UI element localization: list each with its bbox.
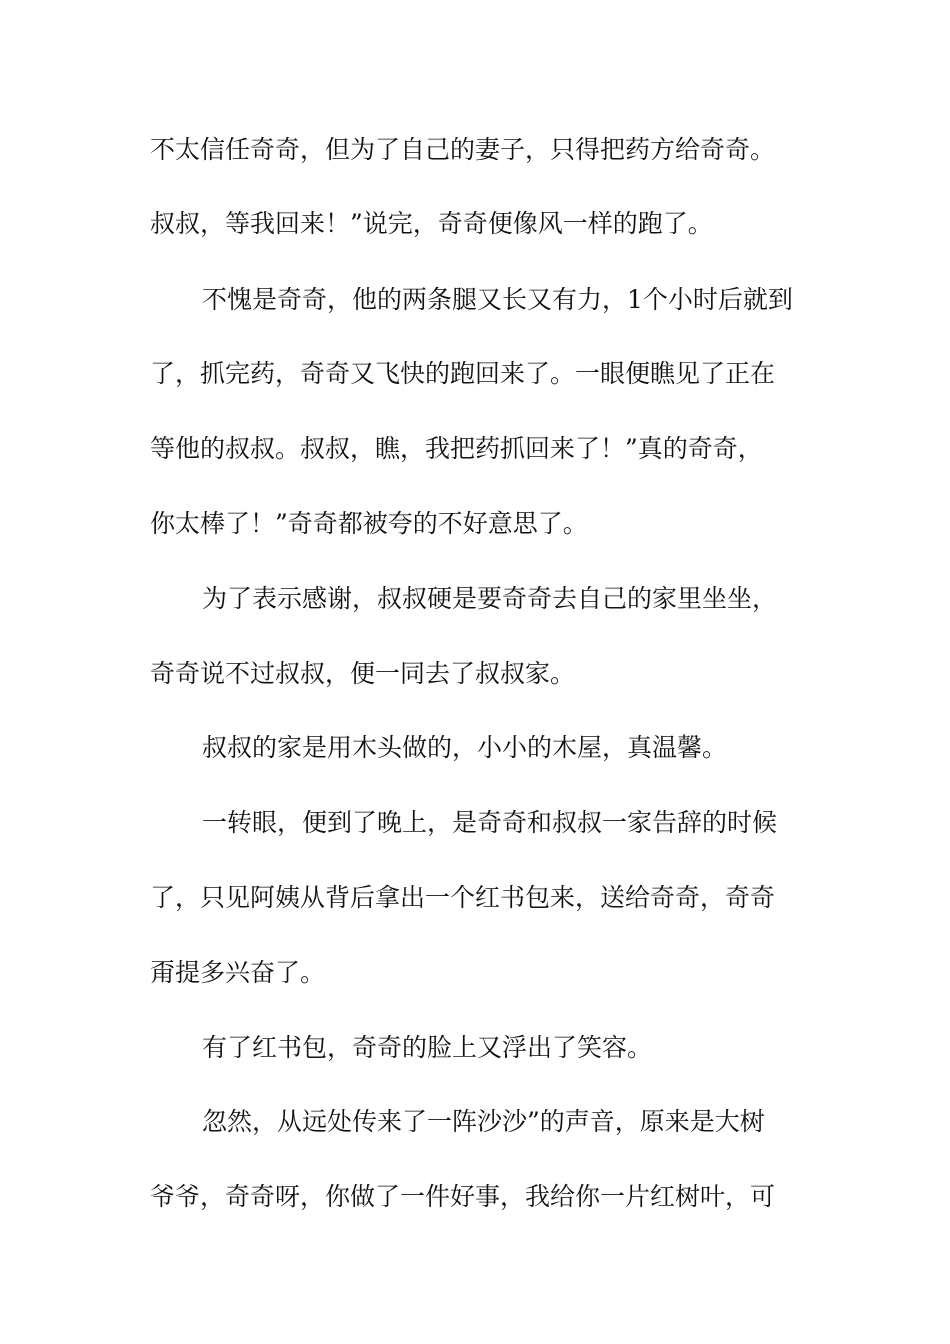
text-line: 不太信任奇奇，但为了自己的妻子，只得把药方给奇奇。 bbox=[150, 135, 776, 164]
text-line: 爷爷，奇奇呀，你做了一件好事，我给你一片红树叶，可 bbox=[150, 1182, 776, 1211]
text-line: 等他的叔叔。叔叔，瞧，我把药抓回来了！”真的奇奇， bbox=[150, 434, 763, 463]
text-line: 奇奇说不过叔叔，便一同去了叔叔家。 bbox=[150, 659, 576, 688]
text-line: 不愧是奇奇，他的两条腿又长又有力，1个小时后就到 bbox=[202, 285, 793, 314]
text-line: 叔叔的家是用木头做的，小小的木屋，真温馨。 bbox=[202, 733, 728, 762]
text-line: 了，抓完药，奇奇又飞快的跑回来了。一眼便瞧见了正在 bbox=[150, 359, 776, 388]
text-line: 为了表示感谢，叔叔硬是要奇奇去自己的家里坐坐， bbox=[202, 584, 778, 613]
text-line: 了，只见阿姨从背后拿出一个红书包来，送给奇奇，奇奇 bbox=[150, 883, 776, 912]
text-line: 甭提多兴奋了。 bbox=[150, 958, 326, 987]
text-line: 一转眼，便到了晚上，是奇奇和叔叔一家告辞的时候 bbox=[202, 808, 778, 837]
text-line: 叔叔，等我回来！”说完，奇奇便像风一样的跑了。 bbox=[150, 209, 713, 238]
text-line: 忽然，从远处传来了一阵沙沙”的声音，原来是大树 bbox=[202, 1107, 765, 1136]
text-line: 你太棒了！”奇奇都被夸的不好意思了。 bbox=[150, 509, 588, 538]
text-line: 有了红书包，奇奇的脸上又浮出了笑容。 bbox=[202, 1033, 653, 1062]
